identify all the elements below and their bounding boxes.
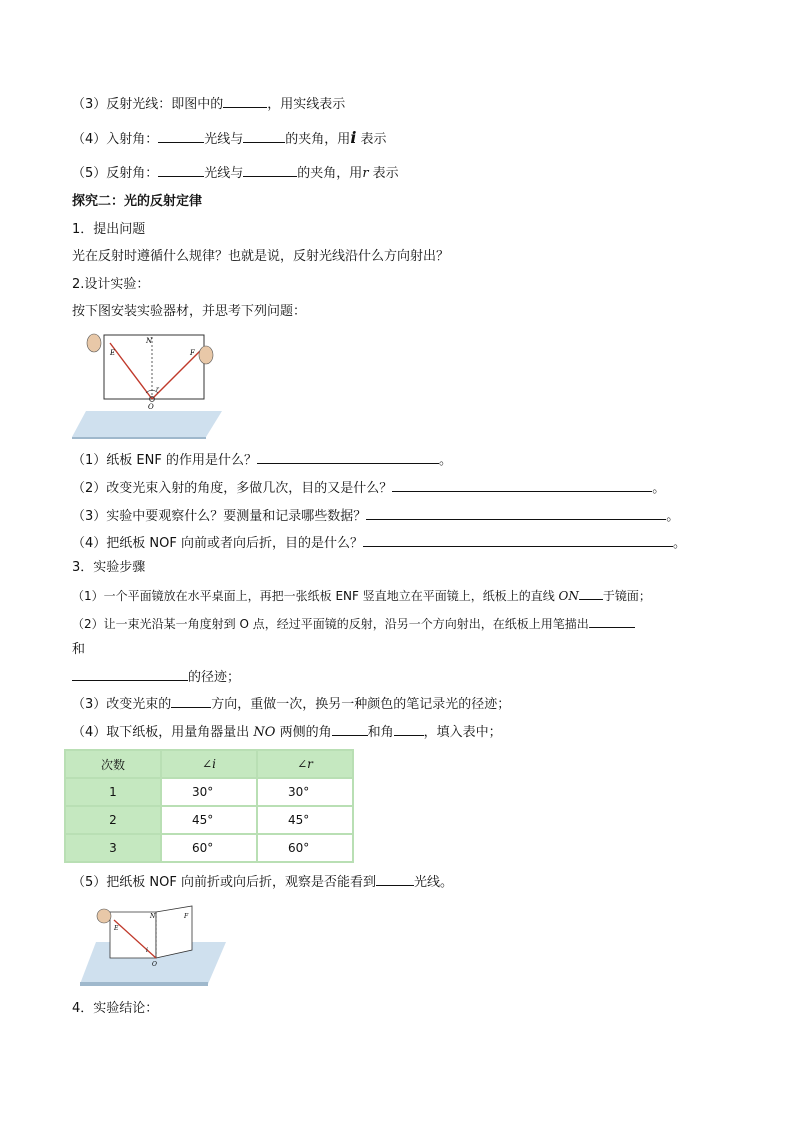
cell-angle-i: 30° (161, 778, 257, 806)
text: （3）实验中要观察什么？要测量和记录哪些数据？ (72, 509, 367, 524)
text: （1）纸板 ENF 的作用是什么？ (72, 453, 257, 468)
text: 表示 (368, 166, 399, 181)
mirror-surface (72, 411, 222, 437)
step-1-heading: 1．提出问题 (72, 222, 146, 237)
experiment-figure-2 (80, 904, 228, 986)
text: 两侧的角 (275, 725, 332, 740)
text: 和角 (367, 725, 394, 740)
text: （4）把纸板 NOF 向前或者向后折，目的是什么？ (72, 536, 363, 551)
section-title: 探究二：光的反射定律 (72, 194, 203, 209)
hand-icon (97, 909, 111, 923)
blank[interactable] (376, 873, 414, 886)
answer-blank[interactable] (366, 507, 666, 520)
text: ，填入表中； (423, 725, 502, 740)
question-text: 光在反射时遵循什么规律？也就是说，反射光线沿什么方向射出？ (72, 249, 450, 264)
table-row (65, 834, 353, 862)
header-angle-i: ∠i (161, 750, 257, 778)
hand-right-icon (199, 346, 213, 364)
cell-count: 2 (65, 806, 161, 834)
question-3 (72, 507, 679, 526)
symbol-i: i (350, 128, 357, 147)
cell-angle-i: 45° (161, 806, 257, 834)
hand-left-icon (87, 334, 101, 352)
text: （1）一个平面镜放在水平桌面上，再把一张纸板 ENF 竖直地立在平面镜上，纸板上的直线 (72, 589, 559, 603)
angle-data-table (64, 749, 354, 863)
blank[interactable] (158, 130, 204, 143)
label-o: O (152, 961, 157, 968)
blank[interactable] (579, 587, 603, 600)
text: 。 (666, 509, 680, 524)
table-header-row (65, 750, 353, 778)
step-3 (72, 695, 510, 714)
answer-blank[interactable] (257, 451, 439, 464)
cell-angle-r: 60° (257, 834, 353, 862)
question-2 (72, 479, 665, 498)
table-row (65, 806, 353, 834)
table-row (65, 778, 353, 806)
blank[interactable] (72, 668, 188, 681)
symbol-on: ON (558, 589, 579, 603)
label-i: i (146, 947, 148, 954)
text: 。 (652, 481, 666, 496)
text: 的夹角，用 (297, 166, 363, 181)
label-r: r (156, 386, 159, 393)
item-3-reflected-ray (72, 95, 345, 114)
blank[interactable] (223, 95, 267, 108)
text: （4）入射角： (72, 132, 159, 147)
text: 方向，重做一次，换另一种颜色的笔记录光的径迹； (211, 697, 511, 712)
cell-count: 1 (65, 778, 161, 806)
text: 。 (438, 453, 452, 468)
item-5-reflection-angle (72, 164, 399, 183)
text: 的径迹； (188, 670, 241, 685)
mirror-edge (80, 982, 208, 986)
answer-blank[interactable] (363, 534, 673, 547)
text: 光线与 (204, 166, 244, 181)
text: ，用实线表示 (267, 97, 346, 112)
blank[interactable] (158, 164, 204, 177)
symbol-no: NO (253, 725, 276, 740)
question-4 (72, 534, 686, 553)
step-2 (72, 615, 635, 633)
blank[interactable] (243, 164, 297, 177)
text: 表示 (356, 132, 387, 147)
step-3-heading: 3．实验步骤 (72, 560, 146, 575)
cell-angle-r: 30° (257, 778, 353, 806)
label-f: F (184, 913, 189, 920)
text: 光线。 (413, 875, 453, 890)
mirror-edge (72, 437, 206, 439)
header-angle-r: ∠r (257, 750, 353, 778)
text: 的夹角，用 (285, 132, 351, 147)
label-n: N (146, 337, 153, 345)
item-4-incident-angle (72, 129, 387, 149)
question-1 (72, 451, 452, 470)
label-o: O (148, 403, 154, 411)
text: （4）取下纸板，用量角器量出 (72, 725, 254, 740)
text: （2）让一束光沿某一角度射到 O 点，经过平面镜的反射，沿另一个方向射出，在纸板上用笔描出 (72, 617, 589, 631)
label-f: F (190, 349, 195, 357)
step-5 (72, 873, 453, 892)
blank[interactable] (332, 723, 368, 736)
text: （3）改变光束的 (72, 697, 172, 712)
blank[interactable] (589, 615, 635, 628)
answer-blank[interactable] (392, 479, 652, 492)
step-2-heading: 2.设计实验： (72, 277, 150, 292)
text: （3）反射光线：即图中的 (72, 97, 224, 112)
text: （5）把纸板 NOF 向前折或向后折，观察是否能看到 (72, 875, 376, 890)
label-n: N (150, 913, 156, 920)
design-instruction: 按下图安装实验器材，并思考下列问题： (72, 304, 307, 319)
symbol-r: r (362, 166, 369, 181)
text: （5）反射角： (72, 166, 159, 181)
text: 光线与 (204, 132, 244, 147)
label-e: E (114, 925, 119, 932)
step-2-and: 和 (72, 642, 86, 657)
blank[interactable] (243, 130, 285, 143)
text: 。 (672, 536, 686, 551)
cell-angle-r: 45° (257, 806, 353, 834)
step-4-conclusion-heading: 4．实验结论： (72, 1001, 159, 1016)
cell-angle-i: 60° (161, 834, 257, 862)
cell-count: 3 (65, 834, 161, 862)
text: （2）改变光束入射的角度，多做几次，目的又是什么？ (72, 481, 393, 496)
step-1 (72, 587, 651, 605)
experiment-figure-1 (72, 327, 222, 439)
blank[interactable] (171, 695, 211, 708)
text: 于镜面； (602, 589, 651, 603)
header-count: 次数 (65, 750, 161, 778)
blank[interactable] (394, 723, 424, 736)
step-4 (72, 723, 502, 742)
step-2-continued (72, 668, 240, 687)
label-e: E (110, 349, 116, 357)
cardboard-enf (104, 335, 204, 399)
